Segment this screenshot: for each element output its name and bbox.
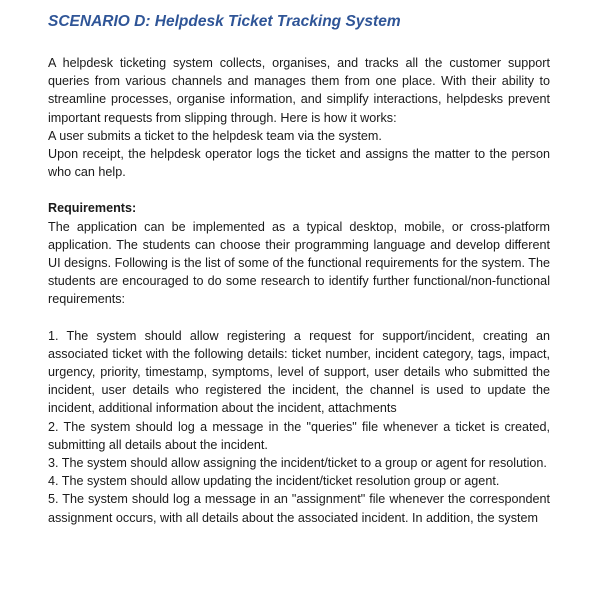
intro-paragraph: A helpdesk ticketing system collects, organises, and tracks all the customer support queries from various channels and manages them from one place. With their ability to streamline processes, organise information, and simplify interactions, helpdesks prevent important requests from slipping through. Here is how it works:: [48, 56, 550, 125]
requirement-item-3: 3. The system should allow assigning the incident/ticket to a group or agent for resolution.: [48, 456, 547, 471]
scenario-title: SCENARIO D: Helpdesk Ticket Tracking System: [48, 13, 401, 30]
requirement-item-5: 5. The system should log a message in an "assignment" file whenever the correspondent assignment occurs, with all details about the associated incident. In addition, the system: [48, 492, 550, 525]
requirements-paragraph: The application can be implemented as a typical desktop, mobile, or cross-platform application. The students can choose their programming language and develop different UI designs. Following is the list of some of the functional requirements for the system. The students are encouraged to do some research to identify further functional/non-functional requirements:: [48, 219, 550, 307]
requirement-item-2: 2. The system should log a message in the "queries" file whenever a ticket is created, submitting all details about the incident.: [48, 419, 550, 452]
document-page: [48, 12, 550, 527]
requirements-heading: Requirements:: [48, 201, 137, 216]
spacer: [48, 309, 550, 327]
spacer: [48, 181, 550, 199]
intro-line-2: Upon receipt, the helpdesk operator logs the ticket and assigns the matter to the person who can help.: [48, 147, 550, 180]
requirement-item-1: 1. The system should allow registering a request for support/incident, creating an associated ticket with the following details: ticket number, incident category, tags, impact, urgency, priority, timestamp, symptoms, level of support, user details who submitted the incident, user details who registered the incident, the channel is used to update the incident, additional information about the incident, attachments: [48, 328, 550, 416]
requirement-item-4: 4. The system should allow updating the incident/ticket resolution group or agent.: [48, 474, 500, 489]
intro-line-1: A user submits a ticket to the helpdesk team via the system.: [48, 128, 382, 143]
